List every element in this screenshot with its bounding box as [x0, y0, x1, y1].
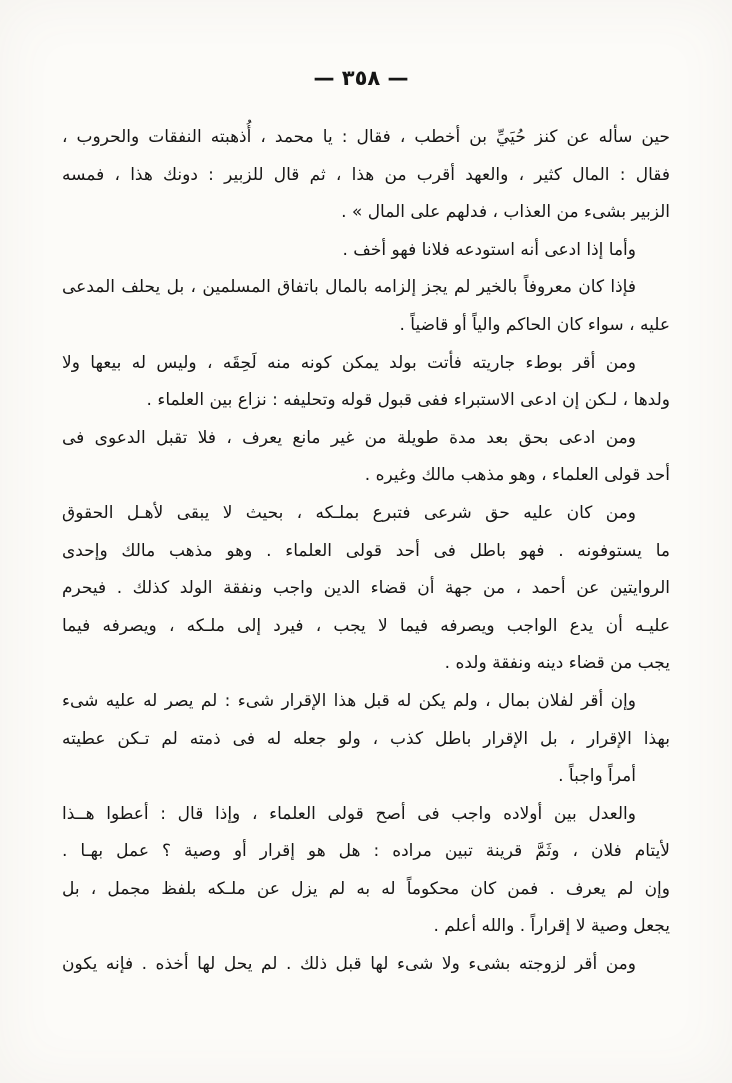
text-line: وإن لم يعرف . فمن كان محكوماً له به لم يزل عن ملـكه بلفظ مجمل ، بل [62, 878, 670, 899]
text-line: الروايتين عن أحمد ، من جهة أن قضاء الدين واجب ونفقة الولد كذلك . فيحرم [62, 578, 670, 599]
text-line: ما يستوفونه . فهو باطل فى أحد قولى العلماء . وهو مذهب مالك وإحدى [62, 540, 670, 561]
text-line: فقال : المال كثير ، والعهد أقرب من هذا ، ثم قال للزبير : دونك هذا ، فمسه [62, 164, 670, 185]
text-line: عليه ، سواء كان الحاكم والياً أو قاضياً . [399, 314, 670, 335]
text-line: وأما إذا ادعى أنه استودعه فلانا فهو أخف . [342, 239, 636, 260]
text-line: يجعل وصية لا إقراراً . والله أعلم . [433, 916, 670, 937]
text-line: بهذا الإقرار ، بل الإقرار باطل كذب ، ولو جعله له فى ذمته لم تـكن عطيته [62, 728, 670, 749]
text-line: الزبير بشىء من العذاب ، فدلهم على المال » . [341, 202, 670, 223]
text-line: فإذا كان معروفاً بالخير لم يجز إلزامه بالمال باتفاق المسلمين ، بل يحلف المدعى [62, 277, 636, 298]
text-line: وإن أقر لفلان بمال ، ولم يكن له قبل هذا الإقرار شىء : لم يصر له عليه شىء [62, 690, 636, 711]
text-line: ومن أقر بوطء جاريته فأتت بولد يمكن كونه منه لَحِقَه ، وليس له بيعها ولا [62, 352, 636, 373]
text-line: أمراً واجباً . [558, 766, 636, 787]
text-line: عليـه أن يدع الواجب ويصرفه فيما لا يجب ، فيرد إلى ملـكه ، ويصرفه فيما [62, 615, 670, 636]
text-line: حين سأله عن كنز حُيَيِّ بن أخطب ، فقال : يا محمد ، أُذهبته النفقات والحروب ، [62, 127, 670, 147]
text-line: ومن كان عليه حق شرعى فتبرع بملـكه ، بحيث لا يبقى لأهـل الحقوق [62, 502, 636, 523]
page-body-text [62, 119, 670, 984]
text-line: يجب من قضاء دينه ونفقة ولده . [444, 653, 670, 674]
text-line: ومن أقر لزوجته بشىء ولا شىء لها قبل ذلك . لم يحل لها أخذه . فإنه يكون [62, 954, 636, 975]
text-line: والعدل بين أولاده واجب فى أصح قولى العلماء ، وإذا قال : أعطوا هــذا [62, 803, 636, 824]
text-line: أحد قولى العلماء ، وهو مذهب مالك وغيره . [364, 465, 670, 486]
text-line: لأيتام فلان ، وثَمَّ قرينة تبين مراده : هل هو إقرار أو وصية ؟ عمل بهـا . [62, 841, 670, 862]
page-number: — ٣٥٨ — [313, 66, 409, 90]
text-line: ولدها ، لـكن إن ادعى الاستبراء ففى قبول قوله وتحليفه : نزاع بين العلماء . [146, 390, 670, 411]
text-line: ومن ادعى بحق بعد مدة طويلة من غير مانع يعرف ، فلا تقبل الدعوى فى [62, 427, 636, 448]
